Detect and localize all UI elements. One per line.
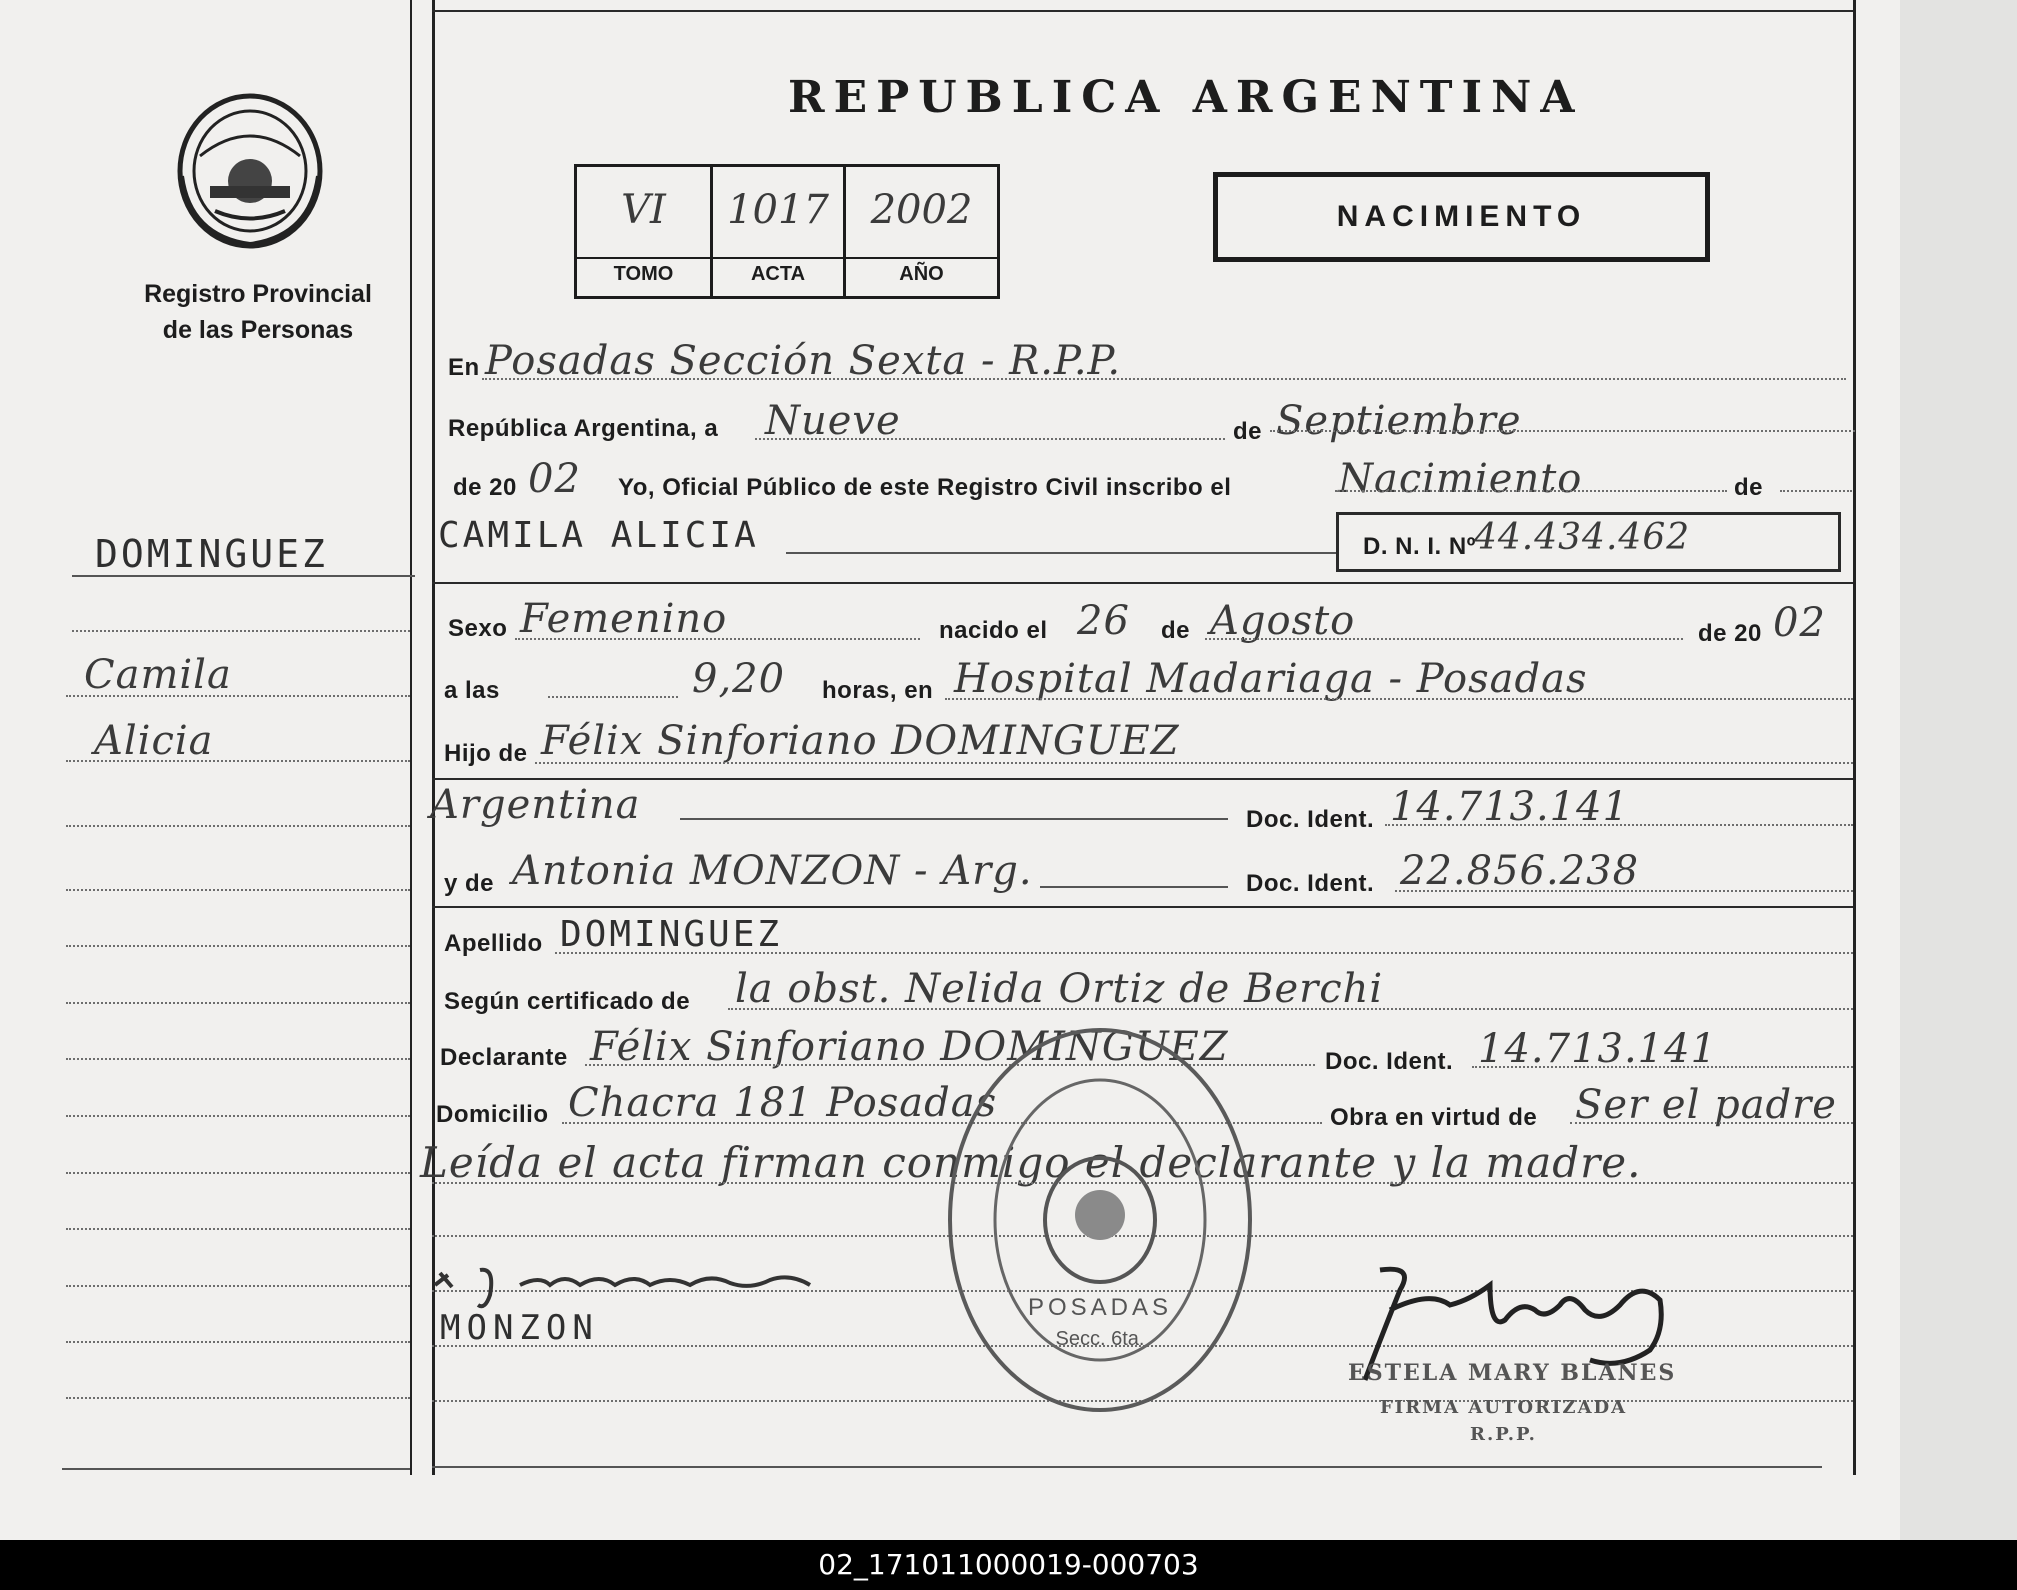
value-birth-day: 26	[1077, 598, 1130, 644]
value-year-suffix: 02	[528, 456, 581, 502]
value-day-text: Nueve	[765, 398, 901, 444]
value-certificate: la obst. Nelida Ortiz de Berchi	[735, 966, 1384, 1012]
sidebar-dotline	[66, 1285, 410, 1287]
label-obra: Obra en virtud de	[1330, 1104, 1538, 1131]
line-hospital	[945, 698, 1853, 700]
line-month	[1270, 430, 1855, 432]
value-event: Nacimiento	[1338, 456, 1583, 502]
ano-cell	[846, 167, 997, 296]
signer-org: R.P.P.	[1470, 1424, 1537, 1445]
signer-name: ESTELA MARY BLANES	[1348, 1360, 1677, 1386]
value-mother-sig-name: MONZON	[440, 1308, 599, 1348]
value-time: 9,20	[692, 656, 786, 702]
line-surname	[555, 952, 1853, 954]
value-declarant: Félix Sinforiano DOMINGUEZ	[590, 1024, 1229, 1070]
sidebar-dotline	[66, 1115, 410, 1117]
value-surname: DOMINGUEZ	[560, 914, 783, 955]
rule-after-names	[432, 582, 1853, 584]
line-father-nationality	[680, 818, 1228, 820]
line-birth-month	[1205, 638, 1683, 640]
rule-after-mother	[432, 906, 1853, 908]
main-left-border	[432, 0, 435, 1475]
sidebar-dotline	[66, 1228, 410, 1230]
label-de-20-birth: de 20	[1698, 620, 1762, 647]
paper-edge	[1900, 0, 2017, 1540]
label-segun: Según certificado de	[444, 988, 691, 1015]
value-birth-year-suffix: 02	[1773, 600, 1826, 646]
value-declarant-doc: 14.713.141	[1478, 1026, 1718, 1072]
label-declarante: Declarante	[440, 1044, 568, 1071]
acta-cell	[713, 167, 846, 296]
sidebar-surname: DOMINGUEZ	[95, 532, 328, 576]
sidebar-bottom-rule	[62, 1468, 410, 1470]
sidebar-dotline	[66, 825, 410, 827]
sidebar-dotline	[66, 945, 410, 947]
line-child-names	[786, 552, 1336, 554]
line-day	[755, 438, 1225, 440]
line-event	[1335, 490, 1727, 492]
label-en: En	[448, 354, 480, 381]
sidebar-dotline	[66, 889, 410, 891]
sidebar-right-border	[410, 0, 412, 1475]
table-divider	[577, 257, 997, 259]
line-certificate	[728, 1008, 1853, 1010]
acta-value: 1017	[727, 187, 829, 233]
value-father-doc: 14.713.141	[1390, 784, 1630, 830]
label-de-20: de 20	[453, 474, 517, 501]
misiones-crest-logo	[170, 86, 330, 251]
registry-line-1: Registro Provincial	[144, 280, 372, 308]
mother-signature	[430, 1255, 880, 1315]
rule-after-father	[432, 778, 1853, 780]
file-id-bar: 02_171011000019-000703	[0, 1540, 2017, 1590]
label-doc-ident-mother: Doc. Ident.	[1246, 870, 1375, 897]
value-sex: Femenino	[520, 596, 728, 642]
label-a-las: a las	[444, 677, 500, 704]
value-address: Chacra 181 Posadas	[568, 1080, 998, 1126]
dni-box	[1336, 512, 1841, 572]
sidebar-dotline	[66, 1058, 410, 1060]
tomo-value: VI	[621, 187, 666, 233]
line-mother-doc	[1395, 890, 1853, 892]
sidebar-dotline	[66, 695, 410, 697]
value-father-nationality: Argentina	[430, 782, 641, 828]
act-type-box: NACIMIENTO	[1213, 172, 1710, 262]
value-place: Posadas Sección Sexta - R.P.P.	[485, 338, 1122, 384]
value-mother-doc: 22.856.238	[1400, 848, 1640, 894]
label-republica: República Argentina, a	[448, 415, 719, 442]
sidebar-name-1: Camila	[84, 652, 232, 698]
label-domicilio: Domicilio	[436, 1101, 549, 1128]
line-declarant-doc	[1472, 1066, 1853, 1068]
ano-value: 2002	[870, 187, 973, 233]
label-de-month: de	[1233, 418, 1263, 445]
label-doc-ident-declarant: Doc. Ident.	[1325, 1048, 1454, 1075]
value-mother: Antonia MONZON - Arg.	[512, 848, 1033, 894]
value-child-names: CAMILA ALICIA	[438, 515, 759, 556]
value-capacity: Ser el padre	[1575, 1082, 1837, 1128]
value-dni: 44.434.462	[1474, 517, 1691, 558]
label-de-event: de	[1734, 474, 1764, 501]
line-father-doc	[1385, 824, 1853, 826]
sidebar-dotline	[66, 1172, 410, 1174]
label-de-bmonth: de	[1161, 617, 1191, 644]
value-month: Septiembre	[1276, 398, 1522, 444]
label-yo-oficial: Yo, Oficial Público de este Registro Civil inscribo el	[618, 474, 1232, 501]
line-capacity	[1570, 1122, 1853, 1124]
tomo-label: TOMO	[613, 263, 674, 285]
label-dni: D. N. I. Nº	[1363, 533, 1476, 560]
label-doc-ident-father: Doc. Ident.	[1246, 806, 1375, 833]
sidebar-dotline	[66, 1341, 410, 1343]
value-closing: Leída el acta firman conmigo el declarante y la madre.	[420, 1138, 1642, 1187]
line-event-end	[1780, 490, 1852, 492]
line-father	[535, 762, 1853, 764]
stamp-city: POSADAS	[1027, 1294, 1173, 1321]
stamp-section: Secc. 6ta.	[1055, 1328, 1145, 1350]
line-sex	[515, 638, 920, 640]
value-hospital: Hospital Madariaga - Posadas	[954, 656, 1588, 702]
label-sexo: Sexo	[448, 615, 508, 642]
label-horas: horas, en	[822, 677, 934, 704]
tomo-cell	[577, 167, 713, 296]
label-hijo-de: Hijo de	[444, 740, 528, 767]
line-mother	[1040, 886, 1228, 888]
sidebar-name-2: Alicia	[94, 718, 214, 764]
label-y-de: y de	[444, 870, 495, 897]
line-place	[482, 378, 1846, 380]
bottom-rule	[432, 1466, 1822, 1468]
line-time-pre	[548, 696, 678, 698]
tomo-acta-ano-table	[574, 164, 1000, 299]
ano-label: AÑO	[899, 263, 944, 285]
sidebar-rule	[72, 575, 415, 577]
signer-role: FIRMA AUTORIZADA	[1380, 1397, 1628, 1418]
value-father: Félix Sinforiano DOMINGUEZ	[541, 718, 1180, 764]
sidebar-dotline	[72, 630, 410, 632]
top-border	[432, 10, 1853, 12]
value-birth-month: Agosto	[1210, 598, 1356, 644]
label-nacido: nacido el	[939, 617, 1048, 644]
document-title: REPUBLICA ARGENTINA	[788, 72, 1584, 123]
sidebar-dotline	[66, 760, 410, 762]
label-apellido: Apellido	[444, 930, 543, 957]
main-right-border	[1853, 0, 1856, 1475]
sidebar-dotline	[66, 1002, 410, 1004]
official-stamp	[940, 1020, 1260, 1420]
registry-line-2: de las Personas	[162, 316, 354, 344]
acta-label: ACTA	[750, 263, 806, 285]
sidebar-dotline	[66, 1397, 410, 1399]
registry-name	[118, 276, 398, 348]
